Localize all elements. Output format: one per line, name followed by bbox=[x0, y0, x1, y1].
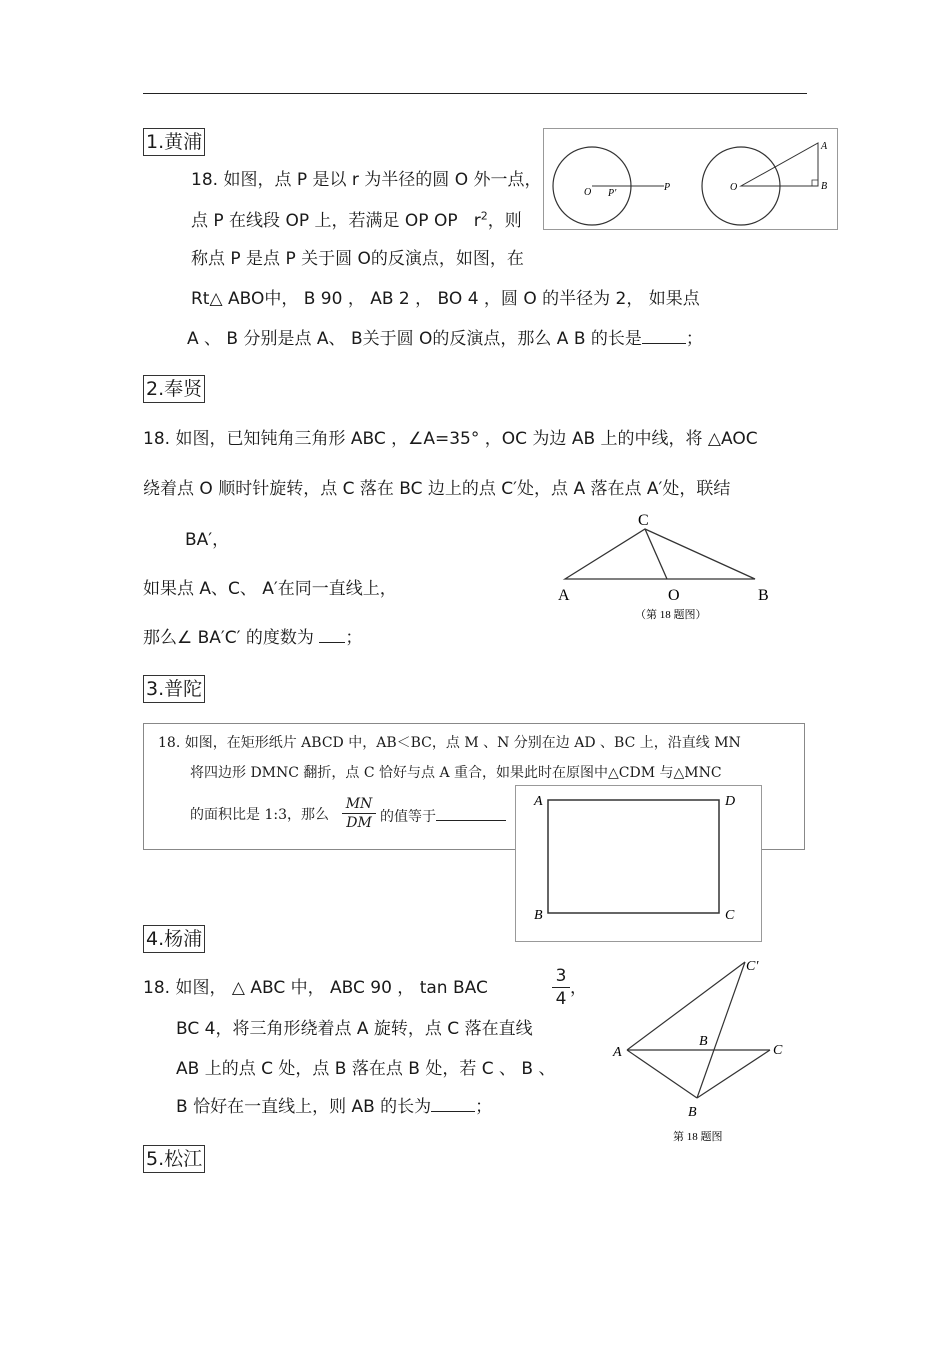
q2-label-A: A bbox=[558, 587, 570, 604]
answer-blank bbox=[642, 329, 686, 344]
q4-label-B: B bbox=[699, 1034, 708, 1049]
q4-line-bprime-c bbox=[697, 1050, 770, 1098]
q2-label-B: B bbox=[758, 587, 769, 604]
q4-line2: BC 4，将三角形绕着点 A 旋转，点 C 落在直线 bbox=[176, 1019, 533, 1039]
q3-label-B: B bbox=[534, 908, 543, 923]
q3-label-A: A bbox=[534, 794, 543, 809]
section-header-songjiang: 5.松江 bbox=[143, 1145, 205, 1173]
q4-line-cprime-bprime bbox=[697, 962, 745, 1098]
q1-label-O2: O bbox=[730, 182, 738, 193]
q3-line3b: 的值等于 bbox=[380, 806, 506, 826]
section-header-huangpu: 1.黄浦 bbox=[143, 128, 205, 156]
q2-figure-svg bbox=[550, 508, 780, 626]
q2-caption: （第 18 题图） bbox=[635, 609, 707, 621]
q4-fraction bbox=[552, 966, 570, 1009]
answer-blank bbox=[436, 806, 506, 821]
q4-caption: 第 18 题图 bbox=[673, 1131, 723, 1143]
answer-blank bbox=[319, 628, 345, 643]
q1-line5: A 、 B 分别是点 A、 B关于圆 O的反演点，那么 A B 的长是 ； bbox=[187, 329, 703, 349]
q4-figure-svg bbox=[605, 950, 805, 1150]
q3-label-C: C bbox=[725, 908, 735, 923]
q1-right-angle bbox=[812, 180, 818, 186]
q2-median-oc bbox=[645, 529, 667, 579]
q3-rectangle bbox=[548, 800, 719, 913]
q1-label-B: B bbox=[821, 181, 828, 192]
top-rule bbox=[143, 93, 807, 94]
q3-label-D: D bbox=[725, 794, 736, 809]
q4-line-acprime bbox=[627, 962, 745, 1050]
q3-line2: 将四边形 DMNC 翻折，点 C 恰好与点 A 重合，如果此时在原图中△CDM 与△MNC bbox=[190, 765, 722, 781]
q1-line2: 点 P 在线段 OP 上，若满足 OP OP $r^2$，则 bbox=[191, 209, 522, 231]
q1-figure-svg bbox=[544, 129, 837, 229]
q4-frac-den: 4 bbox=[555, 989, 567, 1009]
q1-line1: 18. 如图，点 P 是以 r 为半径的圆 O 外一点， bbox=[191, 170, 542, 190]
q4-line1a: 18. 如图， △ ABC 中， ABC 90 ， tan BAC bbox=[143, 978, 488, 998]
q2-line1: 18. 如图，已知钝角三角形 ABC ，∠A=35° ，OC 为边 AB 上的中线，将 △AOC bbox=[143, 429, 758, 449]
q3-frac-num: MN bbox=[345, 796, 373, 812]
q4-label-A: A bbox=[613, 1045, 622, 1060]
q2-line2: 绕着点 O 顺时针旋转，点 C 落在 BC 边上的点 C′处，点 A 落在点 A′处，联结 bbox=[143, 479, 731, 499]
section-header-putuo: 3.普陀 bbox=[143, 675, 205, 703]
q4-line4: B 恰好在一直线上，则 AB 的长为 ； bbox=[176, 1097, 493, 1117]
q2-label-C: C bbox=[638, 512, 649, 529]
q3-figure-svg bbox=[516, 786, 761, 941]
q3-frac-den: DM bbox=[346, 815, 372, 831]
q2-line3: BA′， bbox=[185, 530, 230, 550]
section-header-yangpu: 4.杨浦 bbox=[143, 925, 205, 953]
q4-line3: AB 上的点 C 处，点 B 落在点 B 处，若 C 、 B 、 bbox=[176, 1059, 556, 1079]
q3-line1: 18. 如图，在矩形纸片 ABCD 中，AB＜BC，点 M 、N 分别在边 AD 、BC 上，沿直线 MN bbox=[158, 735, 741, 751]
section-header-fengxian: 2.奉贤 bbox=[143, 375, 205, 403]
q4-label-Cprime: C′ bbox=[746, 959, 759, 974]
q2-label-O: O bbox=[668, 587, 680, 604]
q4-frac-num: 3 bbox=[555, 966, 567, 986]
q2-figure bbox=[550, 508, 780, 626]
q1-line4: Rt△ ABO中， B 90 ， AB 2 ， BO 4 ，圆 O 的半径为 2， 如果点 bbox=[191, 289, 700, 309]
q3-line3a: 的面积比是 1:3，那么 bbox=[190, 807, 329, 823]
q4-label-Bprime: B bbox=[688, 1105, 697, 1120]
q4-label-C: C bbox=[773, 1043, 783, 1058]
q1-line3: 称点 P 是点 P 关于圆 O的反演点，如图，在 bbox=[191, 249, 524, 269]
q1-figure bbox=[543, 128, 838, 230]
answer-blank bbox=[431, 1097, 475, 1112]
q4-figure bbox=[605, 950, 805, 1150]
q2-line5: 那么∠ BA′C′ 的度数为 ； bbox=[143, 628, 363, 648]
q1-label-P1: P′ bbox=[608, 188, 617, 199]
q3-fraction bbox=[342, 796, 376, 831]
q3-figure bbox=[515, 785, 762, 942]
q1-label-O1: O bbox=[584, 187, 592, 198]
q1-label-A: A bbox=[821, 141, 828, 152]
q2-triangle-abc bbox=[565, 529, 755, 579]
q4-line-abprime bbox=[627, 1050, 697, 1098]
q1-label-P: P bbox=[664, 182, 671, 193]
q2-line4: 如果点 A、C、 A′在同一直线上， bbox=[143, 579, 397, 599]
q4-line1end: ， bbox=[570, 978, 587, 998]
